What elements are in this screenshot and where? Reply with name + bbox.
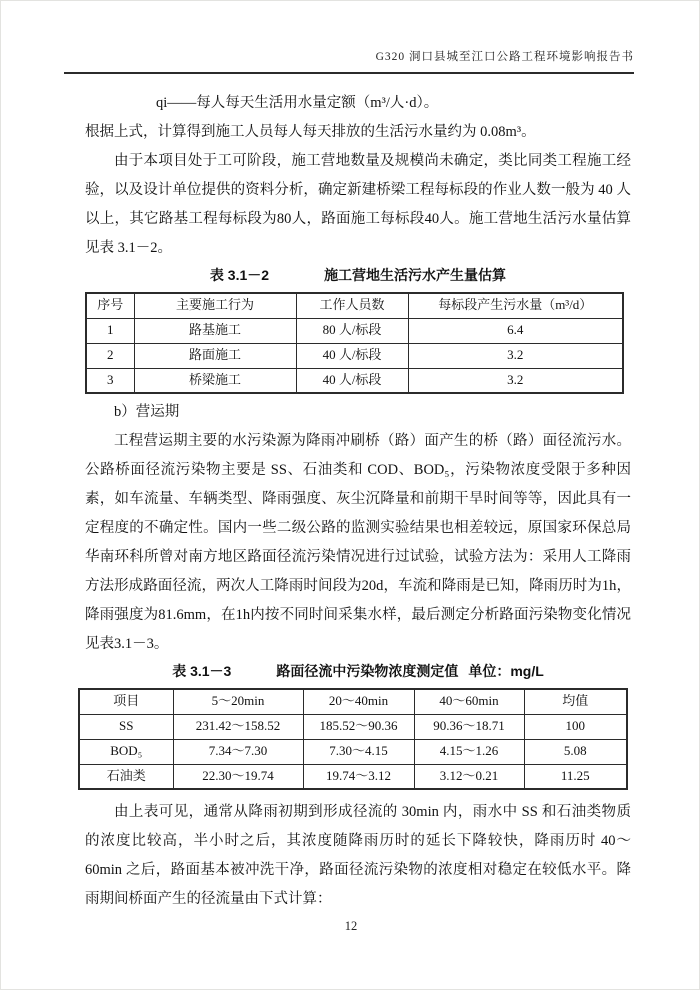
table-cell: 185.52～90.36 (303, 714, 414, 739)
table-cell: 6.4 (408, 318, 623, 343)
table-body (86, 318, 623, 393)
table-header-cell: 工作人员数 (296, 293, 408, 318)
table-row (79, 764, 627, 789)
table-cell: 4.15～1.26 (414, 739, 524, 764)
table-caption-title: 施工营地生活污水产生量估算 (324, 267, 507, 283)
table-cell: 7.34～7.30 (173, 739, 303, 764)
table-cell: 1 (86, 318, 134, 343)
table-caption-unit: 单位：mg/L (468, 663, 544, 679)
table-cell: 100 (524, 714, 627, 739)
table-cell: 5.08 (524, 739, 627, 764)
table-cell: 19.74～3.12 (303, 764, 414, 789)
table-header-cell: 均值 (524, 689, 627, 714)
table-cell: 路基施工 (134, 318, 296, 343)
table-cell: 90.36～18.71 (414, 714, 524, 739)
table-caption-label: 表 3.1－2 (209, 267, 270, 283)
table-cell: 3.2 (408, 343, 623, 368)
table-3-1-2-caption (85, 264, 631, 286)
table-header-row (79, 689, 627, 714)
table-cell: BOD₅ (79, 739, 173, 764)
table-header-cell: 20～40min (303, 689, 414, 714)
table-header-cell: 项目 (79, 689, 173, 714)
table-row (79, 739, 627, 764)
table-cell: 3.2 (408, 368, 623, 393)
table-cell: 231.42～158.52 (173, 714, 303, 739)
paragraph-runoff-pollution: 工程营运期主要的水污染源为降雨冲刷桥（路）面产生的桥（路）面径流污水。公路桥面径流污染物主要是 SS、石油类和 COD、BOD₅，污染物浓度受限于多种因素，如车流量、车辆类型、降雨强度、灰尘沉降量和前期干旱时间等等，因此具有一定程度的不确定性。国内一些二级公路的监测实验结果也相差较远，原国家环保总局华南环科所曾对南方地区路面径流污染情况进行过试验，试验方法为：采用人工降雨方法形成路面径流，两次人工降雨时间段为20d，车流和降雨是已知，降雨历时为1h，降雨强度为81.6mm，在1h内按不同时间采集水样，最后测定分析路面污染物变化情况见表3.1－3。 (85, 433, 631, 652)
table-cell: 22.30～19.74 (173, 764, 303, 789)
table-cell: 桥梁施工 (134, 368, 296, 393)
table-header-cell: 5～20min (173, 689, 303, 714)
table-cell: 路面施工 (134, 343, 296, 368)
header-title: G320 洞口县城至江口公路工程环境影响报告书 (375, 51, 634, 63)
table-body (79, 714, 627, 789)
table-cell: 80 人/标段 (296, 318, 408, 343)
table-row (79, 714, 627, 739)
table-header-cell: 序号 (86, 293, 134, 318)
table-header-row (86, 293, 623, 318)
table-cell: 11.25 (524, 764, 627, 789)
table-caption-label: 表 3.1－3 (172, 663, 232, 679)
table-3-1-3 (78, 688, 628, 790)
table-header-cell: 主要施工行为 (134, 293, 296, 318)
table-cell: 3.12～0.21 (414, 764, 524, 789)
section-b-heading: b）营运期 (114, 404, 180, 420)
table-cell: 7.30～4.15 (303, 739, 414, 764)
table-row (86, 318, 623, 343)
table-cell: 2 (86, 343, 134, 368)
paragraph-camp-estimate: 由于本项目处于工可阶段，施工营地数量及规模尚未确定，类比同类工程施工经验，以及设计单位提供的资料分析，确定新建桥梁工程每标段的作业人数一般为 40 人以上，其它路基工程每标段为80人，路面施工每标段40人。施工营地生活污水量估算见表 3.1－2。 (85, 153, 631, 256)
table-3-1-3-caption (85, 660, 631, 682)
document-body (85, 89, 631, 914)
table-cell: SS (79, 714, 173, 739)
table-cell: 石油类 (79, 764, 173, 789)
table-cell: 3 (86, 368, 134, 393)
formula-variable-definition: qi——每人每天生活用水量定额（m³/人·d）。 (156, 95, 439, 111)
table-cell: 40 人/标段 (296, 368, 408, 393)
paragraph-runoff-conclusion: 由上表可见，通常从降雨初期到形成径流的 30min 内，雨水中 SS 和石油类物质的浓度比较高，半小时之后，其浓度随降雨历时的延长下降较快，降雨历时 40～60min 之后，路面基本被冲洗干净，路面径流污染物的浓度相对稳定在较低水平。降雨期间桥面产生的径流量由下式计算： (85, 804, 631, 907)
table-cell: 40 人/标段 (296, 343, 408, 368)
page-header (64, 48, 634, 74)
page-number: 12 (344, 919, 358, 933)
paragraph-sewage-calculation: 根据上式，计算得到施工人员每人每天排放的生活污水量约为 0.08m³。 (85, 124, 536, 140)
table-row (86, 368, 623, 393)
table-caption-title: 路面径流中污染物浓度测定值 (276, 663, 459, 679)
table-header-cell: 40～60min (414, 689, 524, 714)
table-header-cell: 每标段产生污水量（m³/d） (408, 293, 623, 318)
table-row (86, 343, 623, 368)
table-3-1-2 (85, 292, 624, 394)
